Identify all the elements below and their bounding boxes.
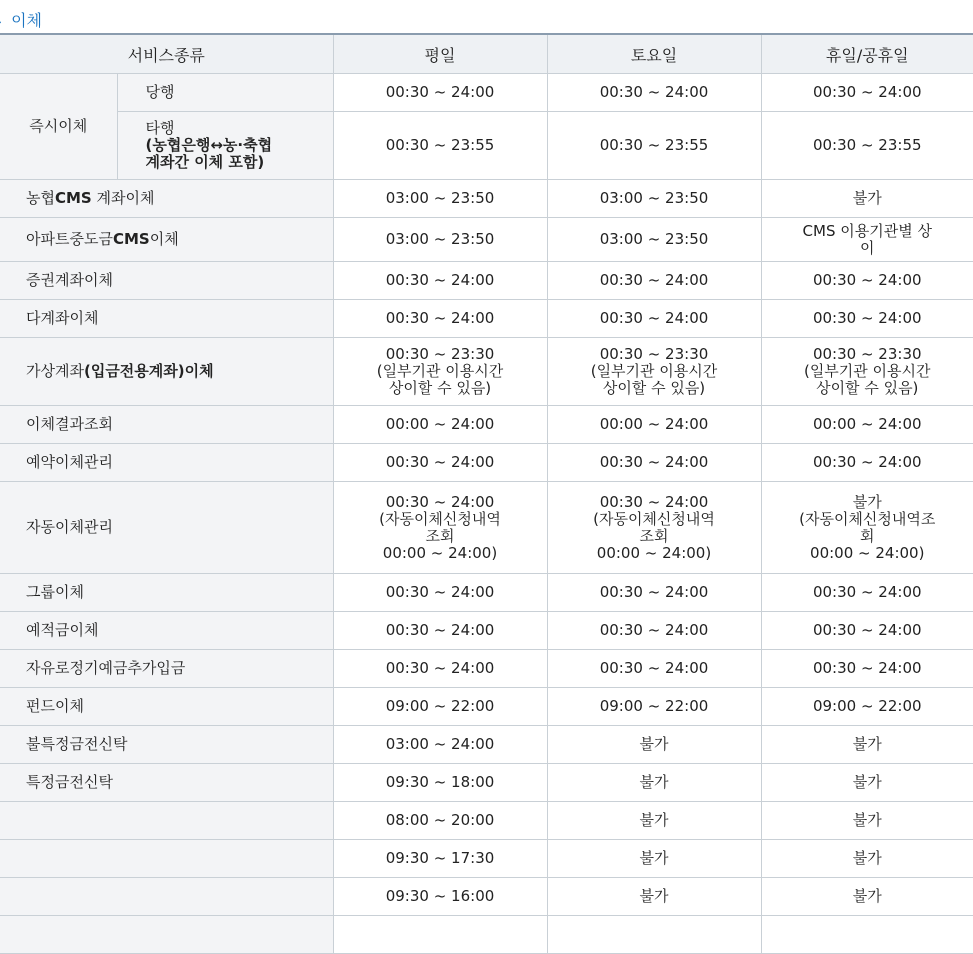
bullet-arrow-icon (0, 1, 6, 43)
service-name: 가상계좌(입금전용계좌)이체 (0, 338, 333, 406)
holiday-hours: 불가 (761, 726, 973, 764)
saturday-hours: 불가 (547, 764, 761, 802)
service-name (117, 112, 333, 180)
weekday-hours: 00:30 ~ 24:00 (자동이체신청내역 조회 00:00 ~ 24:00) (333, 482, 547, 574)
saturday-hours (547, 916, 761, 954)
holiday-hours: 불가 (761, 840, 973, 878)
service-name: 농협CMS 계좌이체 (0, 180, 333, 218)
weekday-hours: 03:00 ~ 23:50 (333, 218, 547, 262)
weekday-hours: 00:30 ~ 23:30 (일부기관 이용시간 상이할 수 있음) (333, 338, 547, 406)
service-name: 예적금이체 (0, 612, 333, 650)
service-name (0, 840, 333, 878)
saturday-hours: 03:00 ~ 23:50 (547, 180, 761, 218)
weekday-hours: 03:00 ~ 23:50 (333, 180, 547, 218)
service-name: 자동이체관리 (0, 482, 333, 574)
service-name: 증권계좌이체 (0, 262, 333, 300)
table-row (0, 218, 973, 262)
service-name: 특정금전신탁 (0, 764, 333, 802)
header-service-type: 서비스종류 (0, 34, 333, 74)
weekday-hours: 00:30 ~ 24:00 (333, 300, 547, 338)
holiday-hours (761, 916, 973, 954)
table-row (0, 612, 973, 650)
table-row (0, 338, 973, 406)
weekday-hours: 00:30 ~ 24:00 (333, 444, 547, 482)
saturday-hours: 불가 (547, 878, 761, 916)
saturday-hours: 00:30 ~ 24:00 (547, 612, 761, 650)
saturday-hours: 00:30 ~ 23:30 (일부기관 이용시간 상이할 수 있음) (547, 338, 761, 406)
service-name (0, 802, 333, 840)
saturday-hours: 00:00 ~ 24:00 (547, 406, 761, 444)
weekday-hours: 00:30 ~ 24:00 (333, 262, 547, 300)
saturday-hours: 00:30 ~ 24:00 (547, 650, 761, 688)
table-row (0, 262, 973, 300)
holiday-hours: 00:30 ~ 24:00 (761, 300, 973, 338)
header-weekday: 평일 (333, 34, 547, 74)
saturday-hours: 03:00 ~ 23:50 (547, 218, 761, 262)
service-name-line: (농협은행↔농·축협 (145, 136, 273, 154)
table-row (0, 112, 973, 180)
header-holiday: 휴일/공휴일 (761, 34, 973, 74)
holiday-hours: 00:30 ~ 24:00 (761, 650, 973, 688)
table-row (0, 406, 973, 444)
holiday-hours: 불가 (761, 878, 973, 916)
table-row (0, 74, 973, 112)
saturday-hours: 00:30 ~ 24:00 (547, 574, 761, 612)
table-row (0, 688, 973, 726)
weekday-hours: 09:00 ~ 22:00 (333, 688, 547, 726)
weekday-hours: 00:00 ~ 24:00 (333, 406, 547, 444)
holiday-hours: 00:30 ~ 23:55 (761, 112, 973, 180)
weekday-hours: 00:30 ~ 24:00 (333, 574, 547, 612)
weekday-hours (333, 916, 547, 954)
table-row (0, 726, 973, 764)
holiday-hours: 불가 (761, 802, 973, 840)
table-row (0, 300, 973, 338)
table-row (0, 650, 973, 688)
saturday-hours: 09:00 ~ 22:00 (547, 688, 761, 726)
service-name: 이체결과조회 (0, 406, 333, 444)
weekday-hours: 03:00 ~ 24:00 (333, 726, 547, 764)
table-row (0, 574, 973, 612)
table-row (0, 764, 973, 802)
holiday-hours: 09:00 ~ 22:00 (761, 688, 973, 726)
saturday-hours: 00:30 ~ 24:00 (547, 300, 761, 338)
section-title (0, 0, 973, 33)
service-name: 예약이체관리 (0, 444, 333, 482)
weekday-hours: 00:30 ~ 24:00 (333, 650, 547, 688)
service-name: 다계좌이체 (0, 300, 333, 338)
holiday-hours: 불가 (자동이체신청내역조 회 00:00 ~ 24:00) (761, 482, 973, 574)
holiday-hours: 00:30 ~ 24:00 (761, 444, 973, 482)
holiday-hours: 00:00 ~ 24:00 (761, 406, 973, 444)
holiday-hours: 00:30 ~ 24:00 (761, 74, 973, 112)
saturday-hours: 불가 (547, 840, 761, 878)
holiday-hours: 불가 (761, 180, 973, 218)
saturday-hours: 00:30 ~ 24:00 (547, 444, 761, 482)
weekday-hours: 00:30 ~ 24:00 (333, 74, 547, 112)
service-name (0, 916, 333, 954)
holiday-hours: CMS 이용기관별 상 이 (761, 218, 973, 262)
saturday-hours: 불가 (547, 726, 761, 764)
saturday-hours: 00:30 ~ 24:00 (자동이체신청내역 조회 00:00 ~ 24:00) (547, 482, 761, 574)
weekday-hours: 08:00 ~ 20:00 (333, 802, 547, 840)
holiday-hours: 00:30 ~ 23:30 (일부기관 이용시간 상이할 수 있음) (761, 338, 973, 406)
weekday-hours: 09:30 ~ 18:00 (333, 764, 547, 802)
saturday-hours: 불가 (547, 802, 761, 840)
service-name: 자유로정기예금추가입금 (0, 650, 333, 688)
service-group-instant: 즉시이체 (0, 74, 117, 180)
weekday-hours: 09:30 ~ 16:00 (333, 878, 547, 916)
service-name: 아파트중도금CMS이체 (0, 218, 333, 262)
saturday-hours: 00:30 ~ 23:55 (547, 112, 761, 180)
table-header-row (0, 34, 973, 74)
service-name: 당행 (117, 74, 333, 112)
transfer-hours-table (0, 33, 973, 954)
weekday-hours: 00:30 ~ 24:00 (333, 612, 547, 650)
service-name: 그룹이체 (0, 574, 333, 612)
section-title-text: 이체 (11, 11, 43, 30)
holiday-hours: 00:30 ~ 24:00 (761, 574, 973, 612)
weekday-hours: 00:30 ~ 23:55 (333, 112, 547, 180)
table-row (0, 916, 973, 954)
service-name (0, 878, 333, 916)
table-row (0, 840, 973, 878)
holiday-hours: 00:30 ~ 24:00 (761, 612, 973, 650)
service-name: 불특정금전신탁 (0, 726, 333, 764)
table-row (0, 802, 973, 840)
table-row (0, 444, 973, 482)
header-saturday: 토요일 (547, 34, 761, 74)
holiday-hours: 불가 (761, 764, 973, 802)
table-row (0, 482, 973, 574)
saturday-hours: 00:30 ~ 24:00 (547, 74, 761, 112)
service-name-line: 타행 (145, 119, 175, 137)
holiday-hours: 00:30 ~ 24:00 (761, 262, 973, 300)
table-row (0, 180, 973, 218)
table-row (0, 878, 973, 916)
weekday-hours: 09:30 ~ 17:30 (333, 840, 547, 878)
saturday-hours: 00:30 ~ 24:00 (547, 262, 761, 300)
service-name-line: 계좌간 이체 포함) (145, 153, 265, 171)
service-name: 펀드이체 (0, 688, 333, 726)
